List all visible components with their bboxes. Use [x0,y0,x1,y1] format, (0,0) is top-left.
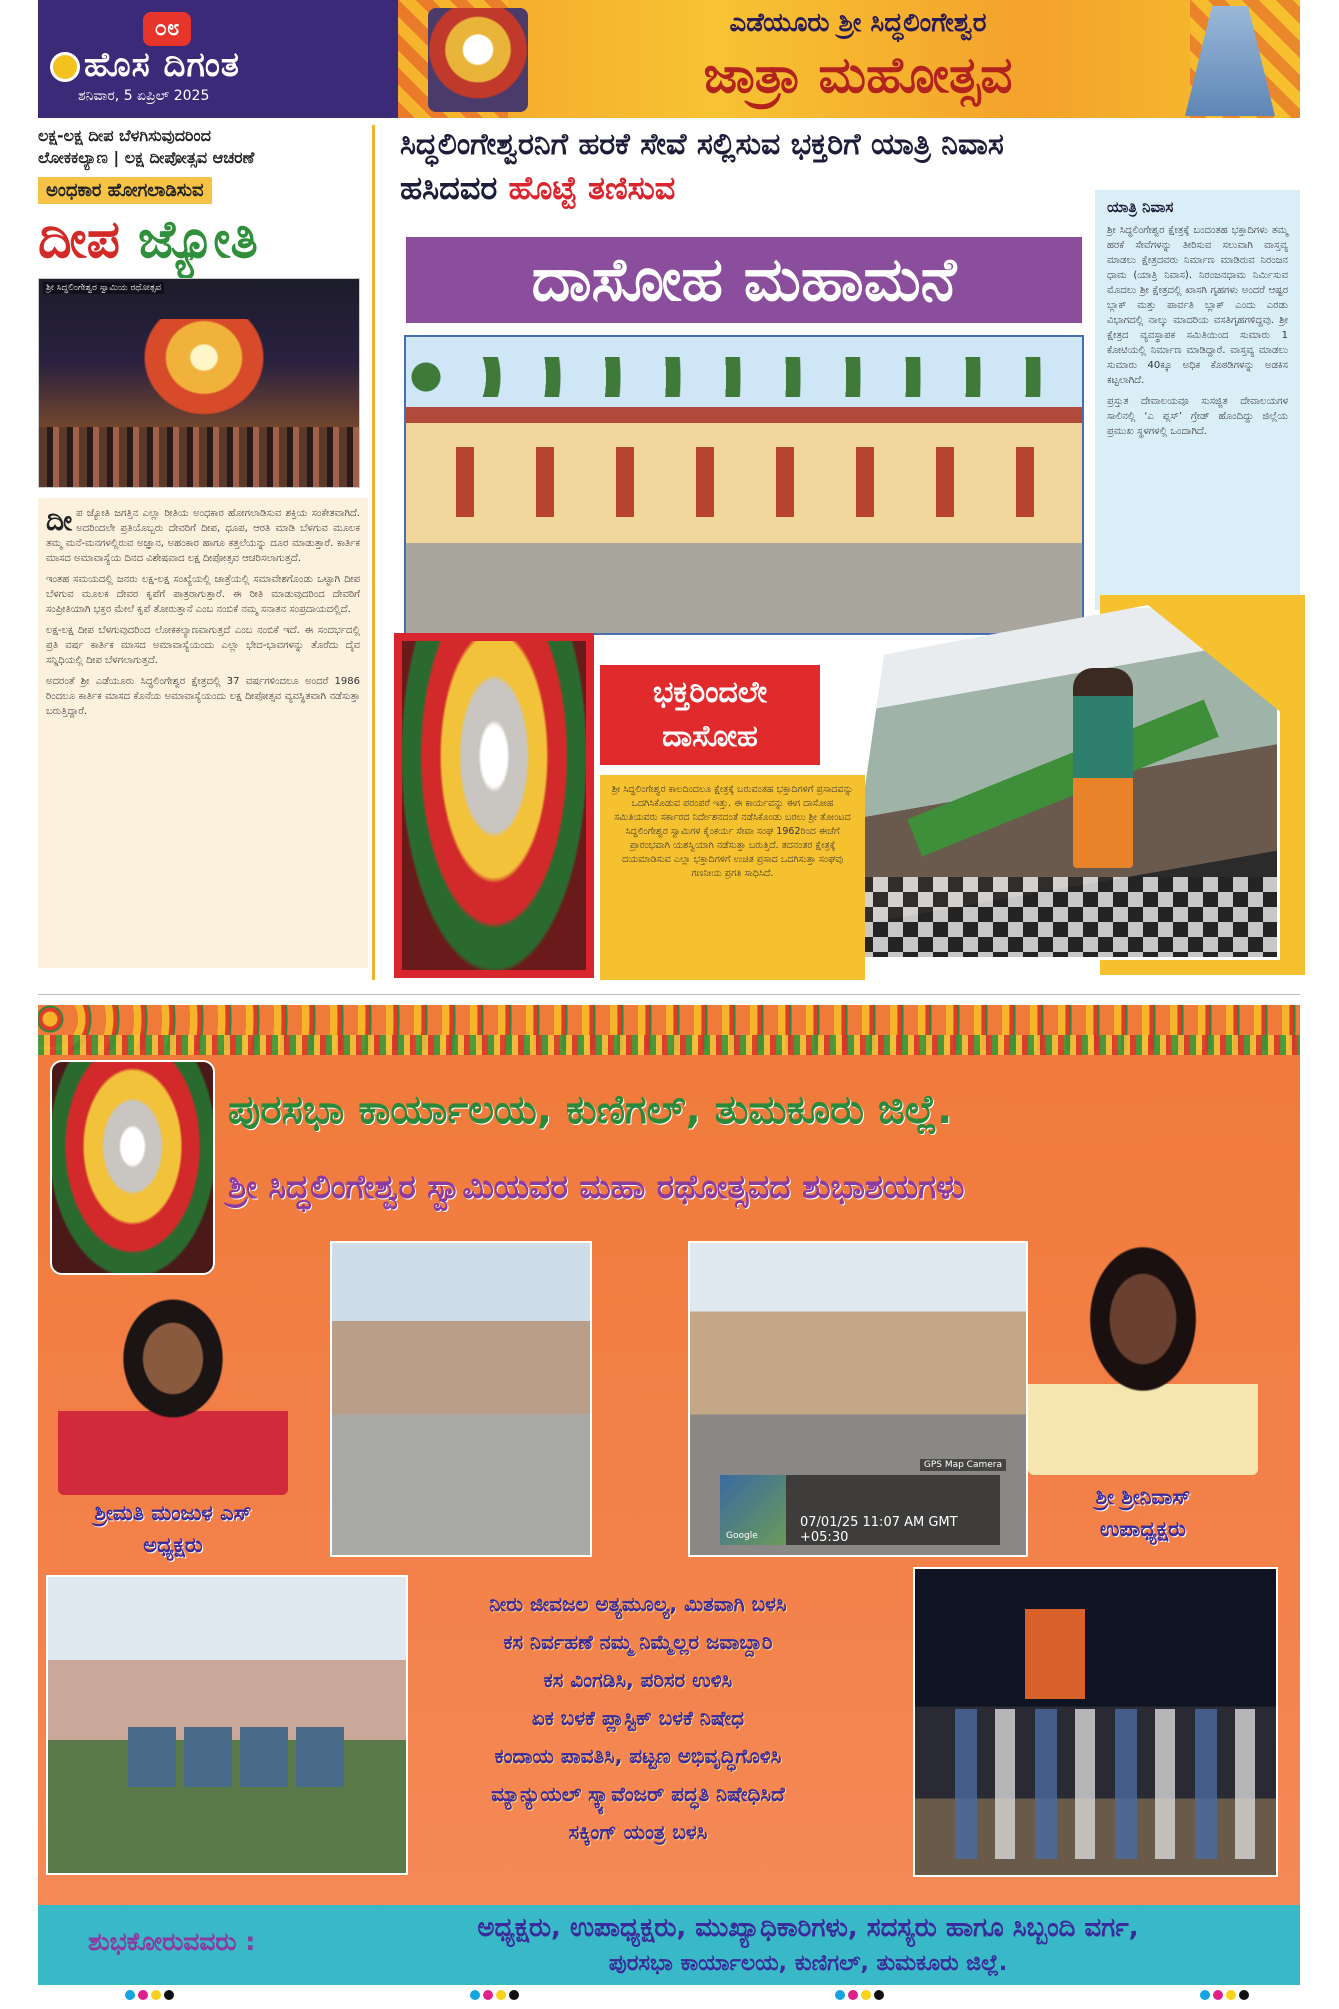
registration-marks [0,1990,1339,2004]
street-photo [688,1241,1028,1557]
civic-message: ಮ್ಯಾನ್ಯುಯಲ್ ಸ್ಕ್ಯಾವೆಂಜರ್ ಪದ್ಧತಿ ನಿಷೇಧಿಸಿದೆ [491,1782,785,1806]
map-brand: Google [726,1531,758,1541]
municipal-advertisement [38,1005,1300,1985]
yatri-nivasa-box [1095,190,1300,610]
chariot-photo [38,278,360,488]
sidebox-paragraph: ಶ್ರೀ ಸಿದ್ಧಲಿಂಗೇಶ್ವರ ಕ್ಷೇತ್ರಕ್ಕೆ ಬಂದಂತಹ ಭಕ್ತಾದಿಗಳು ತಮ್ಮ ಹರಕೆ ಸೇವೆಗಳನ್ನು ತೀರಿಸುವ ಸಲುವಾಗಿ ವಾಸ್ತವ್ಯ ಮಾಡಲು ಕ್ಷೇತ್ರದವರು ನಿರ್ಮಾಣ ಮಾಡಿರುವ ನಿರಂಜನ ಧಾಮ (ಯಾತ್ರಿ ನಿವಾಸ). ನಿರಂಜನಧಾಮ ನಿರ್ಮಿಸುವ ಮೊದಲು ಶ್ರೀ ಕ್ಷೇತ್ರದಲ್ಲಿ ಖಾಸಗಿ ಗೃಹಗಳು ಅಂದರೆ ಆಷ್ಟರ ಬ್ಲಾಕ್ ಮತ್ತು ಪಾರ್ವತಿ ಬ್ಲಾಕ್ ಎಂದು ಎರಡು ವಿಭಾಗದಲ್ಲಿ ನಾಲ್ಕು ಮಾದರಿಯ ವಸತಿಗೃಹಗಳಿದ್ದವು. ಶ್ರೀ ಕ್ಷೇತ್ರದ ವ್ಯವಸ್ಥಾಪಕ ಸಮಿತಿಯಿಂದ ಸುಮಾರು 1 ಕೋಟಿಯಲ್ಲಿ ನಿರ್ಮಾಣ ಮಾಡಿದ್ದಾರೆ. ವಾಸ್ತವ್ಯ ಮಾಡಲು ಸುಮಾರು 40ಕ್ಕೂ ಅಧಿಕ ಕೊಠಡಿಗಳನ್ನು ಅಡಕಿಸ ಕಟ್ಟಲಾಗಿದೆ. [1107,225,1288,386]
brand-block [38,0,398,118]
president-name: ಶ್ರೀಮತಿ ಮಂಜುಳ ಎಸ್ [94,1501,252,1525]
masthead-title: ಜಾತ್ರಾ ಮಹೋತ್ಸವ [703,46,1013,104]
column-divider [372,125,375,980]
masthead-subtitle: ಎಡೆಯೂರು ಶ್ರೀ ಸಿದ್ಧಲಿಂಗೇಶ್ವರ [729,8,987,38]
civic-message: ಸಕ್ಕಿಂಗ್ ಯಂತ್ರ ಬಳಸಿ [568,1820,708,1844]
section-divider [38,994,1300,995]
issue-date: ಶನಿವಾರ, 5 ಏಪ್ರಿಲ್ 2025 [78,88,210,104]
civic-message: ಕಂದಾಯ ಪಾವತಿಸಿ, ಪಟ್ಟಣ ಅಭಿವೃದ್ಧಿಗೊಳಿಸಿ [494,1744,782,1768]
roof [406,407,1082,423]
registration-mark [470,1990,519,2000]
map-thumbnail [720,1475,786,1545]
paragraph: ದೀಪ ಜ್ಯೋತಿ ಜಗತ್ತಿನ ಎಲ್ಲಾ ರೀತಿಯ ಅಂಧಕಾರ ಹೋಗಲಾಡಿಸುವ ಶಕ್ತಿಯ ಸಂಕೇತವಾಗಿದೆ. ಅದರಿಂದಲೇ ಪ್ರತಿಯೊಬ್ಬರು ದೇವರಿಗೆ ದೀಪ, ಧೂಪ, ಆರತಿ ಮಾಡಿ ಬೆಳಗುವ ಮೂಲಕ ತಮ್ಮ ಮನೆ-ಮನಗಳಲ್ಲಿರುವ ಅಜ್ಞಾನ, ಅಹಂಕಾರ ಹಾಗೂ ಕತ್ತಲೆಯನ್ನು ದೂರ ಮಾಡುತ್ತಾರೆ. ಕಾರ್ತಿಕ ಮಾಸದ ಅಮಾವಾಸ್ಯೆಯ ದಿನದ ವಿಶೇಷವಾದ ಲಕ್ಷ ದೀಪೋತ್ಸವ ಆಚರಿಸಲಾಗುತ್ತದೆ. [46,504,360,564]
server-person [1073,668,1133,868]
crowd-image [39,427,359,487]
masthead [38,0,1300,118]
dasoha-body: ಶ್ರೀ ಸಿದ್ಧಲಿಂಗೇಶ್ವರ ಕಾಲದಿಂದಲೂ ಕ್ಷೇತ್ರಕ್ಕೆ ಬರುವಂತಹ ಭಕ್ತಾದಿಗಳಿಗೆ ಪ್ರಸಾದವನ್ನು ಒದಗಿಸಿಕೊಡುವ ಪರಂಪರೆ ಇತ್ತು. ಈ ಕಾರ್ಯವನ್ನು ಈಗ ದಾಸೋಹ ಸಮಿತಿಯವರು ಸರ್ಕಾರದ ನಿರ್ದೇಶನದಂತೆ ನಡೆಸಿಕೊಂಡು ಬರಲು ಶ್ರೀ ತೋಂಟದ ಸಿದ್ಧಲಿಂಗೇಶ್ವರ ಸ್ವಾಮಿಗಳ ಕೈಂಕರ್ಯ ಸೇವಾ ಸಂಘ 1962ರಿಂದ ಈಚೆಗೆ ಪ್ರಾರಂಭವಾಗಿ ಯಶಸ್ವಿಯಾಗಿ ನಡೆಸುತ್ತಾ ಬರುತ್ತಿದೆ. ತದನಂತರ ಕ್ಷೇತ್ರಕ್ಕೆ ದಯಮಾಡಿಸುವ ಎಲ್ಲಾ ಭಕ್ತಾದಿಗಳಿಗೆ ಉಚಿತ ಪ್ರಸಾದ ಒದಗಿಸುತ್ತಾ ಸಂಘವು ಗಣನೀಯ ಪ್ರಗತಿ ಸಾಧಿಸಿದೆ. [600,775,865,980]
dasoha-tag-line: ದಾಸೋಹ [662,719,758,754]
feature-article [400,125,1305,985]
vice-president-role: ಉಪಾಧ್ಯಕ್ಷರು [1100,1517,1186,1541]
registration-mark [835,1990,884,2000]
dasoha-tag-line: ಭಕ್ತರಿಂದಲೇ [652,675,768,710]
ad-title: ಪುರಸಭಾ ಕಾರ್ಯಾಲಯ, ಕುಣಿಗಲ್, ತುಮಕೂರು ಜಿಲ್ಲೆ. [228,1087,953,1133]
night-work-photo [913,1567,1278,1877]
group-people [955,1709,1255,1859]
vice-president-name: ಶ್ರೀ ಶ್ರೀನಿವಾಸ್ [1095,1485,1191,1509]
wishers-line: ಪುರಸಭಾ ಕಾರ್ಯಾಲಯ, ಕುಣಿಗಲ್, ತುಮಕೂರು ಜಿಲ್ಲೆ. [608,1951,1008,1976]
headline-green-part: ಜ್ಯೋತಿ [138,210,258,270]
dining-table [907,700,1219,857]
courtyard [406,543,1082,633]
road-photo [330,1241,592,1557]
civic-message: ಕಸ ವಿಂಗಡಿಸಿ, ಪರಿಸರ ಉಳಿಸಿ [543,1668,733,1692]
shrine-image [428,8,528,112]
dasoha-tag [600,665,820,765]
ad-footer [38,1905,1300,1985]
sidebox-paragraph: ಪ್ರಸ್ತುತ ದೇವಾಲಯವೂ ಸುಸಜ್ಜಿತ ದೇವಾಲಯಗಳ ಸಾಲಿನಲ್ಲಿ ‘ಎ ಪ್ಲಸ್’ ಗ್ರೇಡ್ ಹೊಂದಿದ್ದು ಜಿಲ್ಲೆಯ ಪ್ರಮುಖ ಸ್ಥಳಗಳಲ್ಲಿ ಒಂದಾಗಿದೆ. [1107,396,1288,437]
kicker-line: ಲಕ್ಷ-ಲಕ್ಷ ದೀಪ ಬೆಳಗಿಸುವುದರಿಂದ [38,126,211,145]
ad-subtitle: ಶ್ರೀ ಸಿದ್ಧಲಿಂಗೇಶ್ವರ ಸ್ವಾಮಿಯವರ ಮಹಾ ರಥೋತ್ಸವದ ಶುಭಾಶಯಗಳು [228,1167,965,1206]
article-headline [38,208,368,272]
president-portrait [58,1285,288,1495]
photo-caption: ಶ್ರೀ ಸಿದ್ಧಲಿಂಗೇಶ್ವರ ಸ್ವಾಮಿಯ ರಥೋತ್ಸವ [43,282,164,294]
sidebox-title: ಯಾತ್ರಿ ನಿವಾಸ [1107,198,1174,216]
civic-message: ಏಕ ಬಳಕೆ ಪ್ಲಾಸ್ಟಿಕ್ ಬಳಕೆ ನಿಷೇಧ [531,1706,745,1730]
building-photo [404,335,1084,635]
subheadline-red: ಹೊಟ್ಟೆ ತಣಿಸುವ [508,169,676,207]
article-tag: ಅಂಧಕಾರ ಹೋಗಲಾಡಿಸುವ [38,177,212,204]
civic-messages [408,1585,868,1851]
flower-garland [38,1035,1300,1055]
paragraph: ಅದರಂತೆ ಶ್ರೀ ಎಡೆಯೂರು ಸಿದ್ಧಲಿಂಗೇಶ್ವರ ಕ್ಷೇತ್ರದಲ್ಲಿ 37 ವರ್ಷಗಳಿಂದಲೂ ಅಂದರೆ 1986 ರಿಂದಲೂ ಕಾರ್ತಿಕ ಮಾಸದ ಕೊನೆಯ ಅಮಾವಾಸ್ಯೆಯಂದು ಲಕ್ಷ ದೀಪೋತ್ಸವ ವ್ಯವಸ್ಥಿತವಾಗಿ ನಡೆಸುತ್ತಾ ಬರುತ್ತಿದ್ದಾರೆ. [46,676,360,717]
wishers-label: ಶುಭಕೋರುವವರು : [88,1927,256,1956]
dining-hall-photo [840,605,1280,960]
vehicles-photo [46,1575,408,1875]
subheadline-plain: ಹಸಿದವರ [400,169,498,207]
left-article [38,125,368,980]
kicker-line: ಲೋಕಕಲ್ಯಾಣ | ಲಕ್ಷ ದೀಪೋತ್ಸವ ಆಚರಣೆ [38,148,255,167]
windows [416,447,1076,517]
president-role: ಅಧ್ಯಕ್ಷರು [143,1533,203,1557]
waste-vans [128,1727,348,1787]
ad-idol-photo [50,1060,215,1275]
vice-president-portrait [1028,1235,1258,1475]
civic-message: ನೀರು ಜೀವಜಲ ಅತ್ಯಮೂಲ್ಯ, ಮಿತವಾಗಿ ಬಳಸಿ [489,1592,787,1616]
chariot-image [129,319,279,429]
dropcap: ದೀ [46,504,73,537]
feature-banner: ದಾಸೋಹ ಮಹಾಮನೆ [406,237,1082,323]
civic-message: ಕಸ ನಿರ್ವಹಣೆ ನಮ್ಮ ನಿಮ್ಮೆಲ್ಲರ ಜವಾಬ್ದಾರಿ [503,1630,773,1654]
trees [406,357,1082,397]
floor [843,877,1277,957]
paragraph: ಇಂತಹ ಸಮಯದಲ್ಲಿ ಜನರು ಲಕ್ಷ-ಲಕ್ಷ ಸಂಖ್ಯೆಯಲ್ಲಿ ಜಾತ್ರೆಯಲ್ಲಿ ಸಮಾವೇಶಗೊಂಡು ಒಟ್ಟಾಗಿ ದೀಪ ಬೆಳಗುವ ಮೂಲಕ ದೇವರ ಕೃಪೆಗೆ ಪಾತ್ರರಾಗುತ್ತಾರೆ. ಈ ರೀತಿ ಮಾಡುವುದರಿಂದ ದೇವರಿಗೆ ಸಂಪ್ರೀತಿಯಾಗಿ ಭಕ್ತರ ಮೇಲೆ ಕೃಪೆ ತೋರುತ್ತಾನೆ ಎಂಬ ನಂಬಿಕೆ ನಮ್ಮ ಸನಾತನ ಸಂಪ್ರದಾಯದಲ್ಲಿದೆ. [46,574,360,615]
feature-headline: ಸಿದ್ಧಲಿಂಗೇಶ್ವರನಿಗೆ ಹರಕೆ ಸೇವೆ ಸಲ್ಲಿಸುವ ಭಕ್ತರಿಗೆ ಯಾತ್ರಿ ನಿವಾಸ [400,127,1004,162]
page-number: ೦೮ [143,12,191,46]
brand-logo-icon [50,52,80,82]
idol-photo [402,641,586,970]
masthead-banner [398,0,1300,118]
drilling-rig [1025,1609,1085,1699]
article-body [38,498,368,968]
registration-mark [1200,1990,1249,2000]
brand-name: ಹೊಸ ದಿಗಂತ [84,45,240,85]
registration-mark [125,1990,174,2000]
gps-camera-label: GPS Map Camera [920,1459,1006,1471]
paragraph: ಲಕ್ಷ-ಲಕ್ಷ ದೀಪ ಬೆಳಗುವುದರಿಂದ ಲೋಕಕಲ್ಯಾಣವಾಗುತ್ತದೆ ಎಂಬ ನಂಬಿಕೆ ಇದೆ. ಈ ಸಂದರ್ಭದಲ್ಲಿ ಪ್ರತಿ ವರ್ಷ ಕಾರ್ತಿಕ ಮಾಸದ ಅಮಾವಾಸ್ಯೆಯಂದು ಎಲ್ಲಾ ಭೇದ-ಭಾವಗಳನ್ನು ತೊರೆದು ದೈವ ಸನ್ನಿಧಿಯಲ್ಲಿ ದೀಪ ಬೆಳಗಲಾಗುತ್ತದೆ. [46,625,360,666]
idol-panel [394,633,594,978]
wishers-line: ಅಧ್ಯಕ್ಷರು, ಉಪಾಧ್ಯಕ್ಷರು, ಮುಖ್ಯಾಧಿಕಾರಿಗಳು, ಸದಸ್ಯರು ಹಾಗೂ ಸಿಬ್ಬಂದಿ ವರ್ಗ, [477,1913,1139,1943]
gps-timestamp: 07/01/25 11:07 AM GMT +05:30 [720,1475,1000,1545]
headline-red-part: ದೀಪ [38,210,120,270]
